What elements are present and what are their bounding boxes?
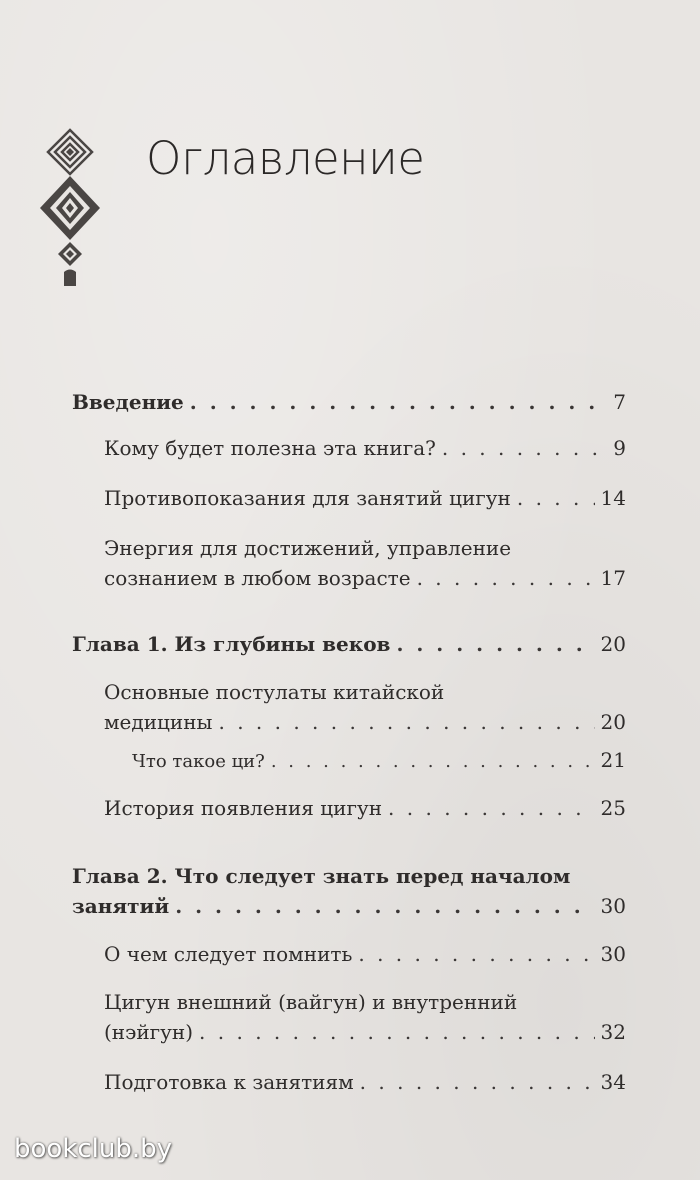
toc-entry-what-is-qi[interactable] [132, 746, 626, 776]
toc-entry-label: (нэйгун) [104, 1020, 194, 1044]
toc-entry-energy[interactable] [104, 564, 626, 592]
page-title: Оглавление [146, 132, 425, 185]
toc-entry-label: Что такое ци? [132, 751, 265, 772]
toc-entry-postulates-line1[interactable]: Основные постулаты китайской [104, 680, 445, 704]
toc-entry-contraindications[interactable] [104, 484, 626, 512]
toc-entry-page: 20 [600, 710, 626, 734]
leader-dots [271, 748, 595, 776]
toc-entry-who-benefits[interactable] [104, 434, 626, 462]
toc-entry-page: 20 [600, 632, 626, 656]
toc-entry-label: Подготовка к занятиям [104, 1070, 354, 1094]
toc-entry-page: 25 [600, 796, 626, 820]
leader-dots [358, 940, 594, 968]
toc-entry-page: 30 [600, 942, 626, 966]
leader-dots [360, 1068, 595, 1096]
leader-dots [190, 388, 607, 416]
leader-dots [517, 484, 595, 512]
toc-entry-page: 21 [600, 748, 626, 772]
toc-entry-page: 9 [613, 436, 626, 460]
toc-entry-label: О чем следует помнить [104, 942, 353, 966]
toc-entry-chapter-2-line1[interactable]: Глава 2. Что следует знать перед началом [72, 864, 571, 888]
watermark: bookclub.by [14, 1134, 173, 1164]
leader-dots [175, 892, 594, 920]
toc-entry-page: 34 [600, 1070, 626, 1094]
toc-entry-label: Кому будет полезна эта книга? [104, 436, 436, 460]
toc-entry-page: 30 [600, 894, 626, 918]
toc-entry-label: Введение [72, 390, 184, 414]
toc-entry-label: занятий [72, 894, 170, 918]
leader-dots [199, 1018, 595, 1046]
toc-entry-postulates[interactable] [104, 708, 626, 736]
toc-entry-waigong[interactable] [104, 1018, 626, 1046]
toc-entry-introduction[interactable] [72, 388, 626, 416]
toc-entry-remember[interactable] [104, 940, 626, 968]
toc-entry-label: медицины [104, 710, 213, 734]
toc-entry-label: сознанием в любом возрасте [104, 566, 411, 590]
toc-entry-label: История появления цигун [104, 796, 383, 820]
toc-entry-energy-line1[interactable]: Энергия для достижений, управление [104, 536, 512, 560]
toc-entry-label: Противопоказания для занятий цигун [104, 486, 511, 510]
toc-entry-chapter-2[interactable] [72, 892, 626, 920]
leader-dots [218, 708, 594, 736]
toc-entry-page: 32 [600, 1020, 626, 1044]
leader-dots [442, 434, 607, 462]
ornament-icon [36, 128, 104, 298]
leader-dots [396, 630, 594, 658]
toc-entry-page: 14 [600, 486, 626, 510]
toc-entry-preparation[interactable] [104, 1068, 626, 1096]
toc-entry-waigong-line1[interactable]: Цигун внешний (вайгун) и внутренний [104, 990, 518, 1014]
toc-entry-page: 17 [600, 566, 626, 590]
toc-entry-label: Глава 1. Из глубины веков [72, 632, 391, 656]
leader-dots [388, 794, 595, 822]
leader-dots [417, 564, 595, 592]
toc-entry-chapter-1[interactable] [72, 630, 626, 658]
toc-entry-page: 7 [613, 390, 626, 414]
toc-entry-history[interactable] [104, 794, 626, 822]
